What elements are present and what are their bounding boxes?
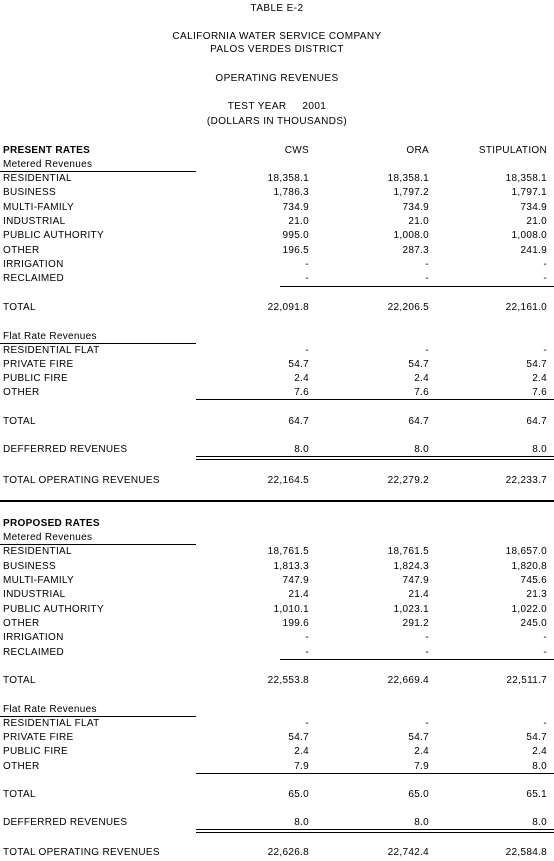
row-label: PUBLIC AUTHORITY: [3, 230, 104, 241]
test-year: TEST YEAR 2001: [227, 101, 327, 112]
stipulation-value: 22,584.8: [505, 847, 547, 858]
stipulation-value: 54.7: [526, 359, 547, 370]
stipulation-value: 21.0: [526, 216, 547, 227]
table-row: [0, 273, 554, 287]
ora-value: 22,669.4: [387, 675, 429, 686]
stipulation-value: 245.0: [520, 618, 547, 629]
stipulation-value: -: [543, 632, 547, 643]
cws-value: -: [305, 647, 309, 658]
proposed-header-row: [0, 518, 554, 532]
metered-revenues-label: Metered Revenues: [3, 532, 93, 543]
ora-value: 64.7: [408, 416, 429, 427]
ora-value: 8.0: [414, 444, 429, 455]
table-row: [0, 230, 554, 244]
table-row: [0, 618, 554, 632]
row-label: IRRIGATION: [3, 632, 64, 643]
stipulation-value: 21.3: [526, 589, 547, 600]
column-header-stipulation: STIPULATION: [478, 145, 547, 156]
cws-value: 2.4: [294, 373, 309, 384]
ora-value: 54.7: [408, 359, 429, 370]
table-row: [0, 359, 554, 373]
stipulation-value: 1,820.8: [511, 561, 547, 572]
units-note: (DOLLARS IN THOUSANDS): [206, 116, 348, 127]
stipulation-value: 2.4: [532, 746, 547, 757]
row-label: TOTAL OPERATING REVENUES: [3, 475, 160, 486]
table-row: [0, 173, 554, 187]
divider: [196, 456, 554, 457]
cws-value: -: [305, 632, 309, 643]
ora-value: 18,761.5: [387, 546, 429, 557]
stipulation-value: 22,511.7: [506, 675, 547, 686]
stipulation-value: -: [543, 647, 547, 658]
ora-value: 734.9: [402, 202, 429, 213]
stipulation-value: 22,161.0: [505, 302, 547, 313]
stipulation-value: 8.0: [532, 444, 547, 455]
row-label: PUBLIC AUTHORITY: [3, 604, 104, 615]
cws-value: 7.6: [294, 387, 309, 398]
table-row: [0, 373, 554, 387]
stipulation-value: 18,358.1: [505, 173, 547, 184]
company-name: CALIFORNIA WATER SERVICE COMPANY: [172, 31, 382, 42]
row-label: TOTAL: [3, 789, 36, 800]
table-row: [0, 632, 554, 646]
row-label: RECLAIMED: [3, 647, 65, 658]
stipulation-value: 7.6: [532, 387, 547, 398]
row-label: TOTAL: [3, 416, 36, 427]
stipulation-value: 54.7: [526, 732, 547, 743]
divider: [0, 544, 196, 545]
cws-value: 54.7: [288, 359, 309, 370]
stipulation-value: 241.9: [520, 245, 547, 256]
row-label: RECLAIMED: [3, 273, 65, 284]
metered-revenues-label: Metered Revenues: [3, 159, 93, 170]
ora-value: -: [425, 259, 429, 270]
district-name: PALOS VERDES DISTRICT: [210, 44, 344, 55]
row-label: PUBLIC FIRE: [3, 746, 68, 757]
row-label: TOTAL: [3, 302, 36, 313]
divider: [196, 832, 554, 833]
ora-value: 2.4: [414, 373, 429, 384]
section-title-proposed: PROPOSED RATES: [3, 518, 100, 529]
stipulation-value: 2.4: [532, 373, 547, 384]
ora-value: 8.0: [414, 817, 429, 828]
table-row: [0, 245, 554, 259]
present-header-row: [0, 145, 554, 159]
cws-value: 1,786.3: [273, 187, 309, 198]
cws-value: -: [305, 718, 309, 729]
stipulation-value: -: [543, 259, 547, 270]
divider: [196, 459, 554, 460]
stipulation-value: 64.7: [526, 416, 547, 427]
ora-value: 22,279.2: [387, 475, 429, 486]
cws-value: 65.0: [288, 789, 309, 800]
table-row: [0, 589, 554, 603]
table-row: [0, 575, 554, 589]
row-label: OTHER: [3, 387, 40, 398]
row-label: IRRIGATION: [3, 259, 64, 270]
row-label: PRIVATE FIRE: [3, 732, 74, 743]
ora-value: 21.4: [408, 589, 429, 600]
row-label: OTHER: [3, 761, 40, 772]
table-row: [0, 561, 554, 575]
stipulation-value: 745.6: [520, 575, 547, 586]
row-label: RESIDENTIAL: [3, 546, 72, 557]
ora-value: 747.9: [402, 575, 429, 586]
table-row: [0, 259, 554, 273]
cws-value: 2.4: [294, 746, 309, 757]
stipulation-value: 1,022.0: [511, 604, 547, 615]
ora-value: 65.0: [408, 789, 429, 800]
table-row: [0, 216, 554, 230]
cws-value: 1,813.3: [273, 561, 309, 572]
section-title-present: PRESENT RATES: [3, 145, 91, 156]
row-label: RESIDENTIAL FLAT: [3, 718, 100, 729]
cws-value: -: [305, 259, 309, 270]
cws-value: 196.5: [282, 245, 309, 256]
cws-value: 64.7: [288, 416, 309, 427]
cws-value: 22,091.8: [267, 302, 309, 313]
divider: [280, 286, 554, 287]
row-label: PRIVATE FIRE: [3, 359, 74, 370]
table-row: [0, 746, 554, 760]
cws-value: 18,358.1: [267, 173, 309, 184]
cws-value: 22,626.8: [267, 847, 309, 858]
table-id: TABLE E-2: [250, 3, 304, 14]
cws-value: 7.9: [294, 761, 309, 772]
cws-value: -: [305, 345, 309, 356]
cws-value: 22,553.8: [267, 675, 309, 686]
ora-value: 22,206.5: [387, 302, 429, 313]
table-row: [0, 732, 554, 746]
cws-value: 22,164.5: [267, 475, 309, 486]
cws-value: 21.4: [288, 589, 309, 600]
row-label: MULTI-FAMILY: [3, 575, 75, 586]
ora-value: 287.3: [402, 245, 429, 256]
ora-value: -: [425, 718, 429, 729]
divider: [0, 171, 196, 172]
cws-value: 18,761.5: [267, 546, 309, 557]
ora-value: 1,008.0: [393, 230, 429, 241]
row-label: DEFFERRED REVENUES: [3, 817, 128, 828]
ora-value: 291.2: [402, 618, 429, 629]
stipulation-value: 22,233.7: [505, 475, 547, 486]
cws-value: 747.9: [282, 575, 309, 586]
ora-value: 22,742.4: [387, 847, 429, 858]
divider: [196, 773, 554, 774]
ora-value: 2.4: [414, 746, 429, 757]
row-label: RESIDENTIAL: [3, 173, 72, 184]
row-label: DEFFERRED REVENUES: [3, 444, 128, 455]
flat-rate-revenues-label: Flat Rate Revenues: [3, 704, 97, 715]
ora-value: -: [425, 273, 429, 284]
ora-value: 7.9: [414, 761, 429, 772]
ora-value: 7.6: [414, 387, 429, 398]
divider: [0, 716, 196, 717]
table-row: [0, 187, 554, 201]
table-row: [0, 546, 554, 560]
stipulation-value: 8.0: [532, 761, 547, 772]
stipulation-value: -: [543, 718, 547, 729]
cws-value: 199.6: [282, 618, 309, 629]
ora-value: 1,824.3: [393, 561, 429, 572]
stipulation-value: 1,008.0: [511, 230, 547, 241]
cws-value: 21.0: [288, 216, 309, 227]
ora-value: -: [425, 647, 429, 658]
row-label: INDUSTRIAL: [3, 216, 66, 227]
ora-value: 21.0: [408, 216, 429, 227]
column-header-ora: ORA: [406, 145, 429, 156]
grand-total-row: [0, 475, 554, 489]
ora-value: 1,797.2: [393, 187, 429, 198]
grand-total-row: [0, 847, 554, 861]
row-label: OTHER: [3, 245, 40, 256]
cws-value: 1,010.1: [273, 604, 309, 615]
stipulation-value: 18,657.0: [505, 546, 547, 557]
row-label: OTHER: [3, 618, 40, 629]
stipulation-value: 734.9: [520, 202, 547, 213]
table-row: [0, 345, 554, 359]
total-row: [0, 675, 554, 689]
stipulation-value: 8.0: [532, 817, 547, 828]
ora-value: -: [425, 632, 429, 643]
row-label: MULTI-FAMILY: [3, 202, 75, 213]
section-separator: [0, 500, 554, 502]
total-row: [0, 302, 554, 316]
row-label: TOTAL: [3, 675, 36, 686]
table-row: [0, 604, 554, 618]
report-title: OPERATING REVENUES: [215, 73, 339, 84]
row-label: INDUSTRIAL: [3, 589, 66, 600]
cws-value: 54.7: [288, 732, 309, 743]
cws-value: -: [305, 273, 309, 284]
row-label: BUSINESS: [3, 187, 56, 198]
divider: [280, 659, 554, 660]
column-header-cws: CWS: [284, 145, 309, 156]
stipulation-value: 65.1: [526, 789, 547, 800]
ora-value: 18,358.1: [387, 173, 429, 184]
row-label: RESIDENTIAL FLAT: [3, 345, 100, 356]
stipulation-value: -: [543, 273, 547, 284]
divider: [196, 829, 554, 830]
cws-value: 8.0: [294, 817, 309, 828]
cws-value: 995.0: [282, 230, 309, 241]
ora-value: -: [425, 345, 429, 356]
flat-rate-revenues-label: Flat Rate Revenues: [3, 331, 97, 342]
cws-value: 8.0: [294, 444, 309, 455]
cws-value: 734.9: [282, 202, 309, 213]
ora-value: 1,023.1: [393, 604, 429, 615]
row-label: PUBLIC FIRE: [3, 373, 68, 384]
table-row: [0, 202, 554, 216]
table-row: [0, 718, 554, 732]
total-row: [0, 416, 554, 430]
divider: [196, 399, 554, 400]
ora-value: 54.7: [408, 732, 429, 743]
row-label: TOTAL OPERATING REVENUES: [3, 847, 160, 858]
total-row: [0, 789, 554, 803]
stipulation-value: -: [543, 345, 547, 356]
row-label: BUSINESS: [3, 561, 56, 572]
stipulation-value: 1,797.1: [511, 187, 547, 198]
divider: [0, 343, 196, 344]
